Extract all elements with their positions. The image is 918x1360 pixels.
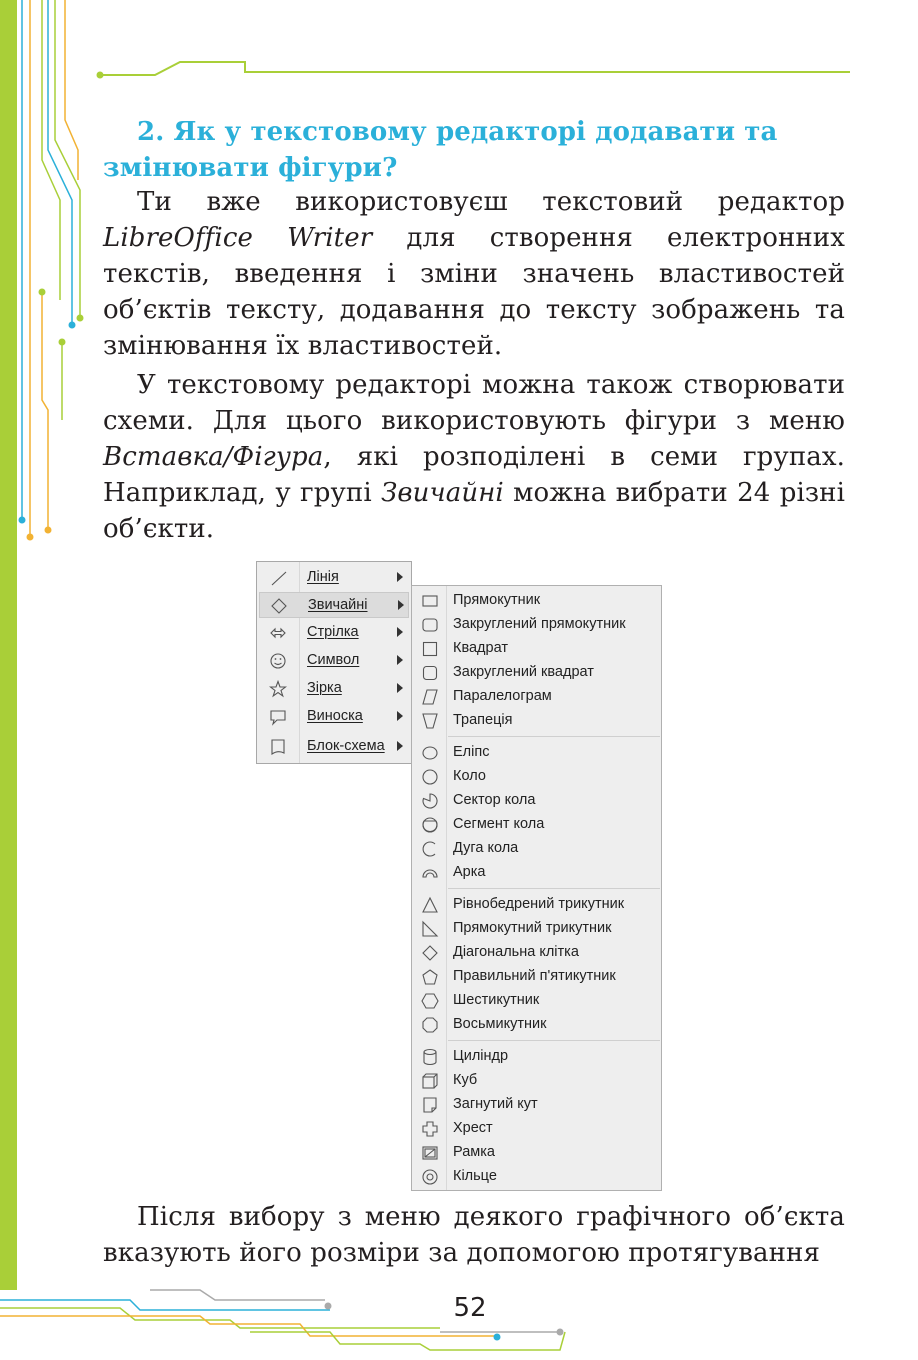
shape-category-2[interactable] <box>259 592 409 618</box>
octagon-icon <box>421 1016 439 1034</box>
shape-item-label: Закруглений прямокутник <box>453 616 626 632</box>
shape-category-6[interactable] <box>259 704 409 730</box>
shape-item-label: Хрест <box>453 1120 493 1136</box>
shape-category-label: Символ <box>307 652 360 668</box>
menu-path: Вставка/Фігура <box>103 442 324 472</box>
shape-item-2[interactable] <box>412 613 661 637</box>
right-triangle-icon <box>421 920 439 938</box>
shape-item-8[interactable] <box>412 765 661 789</box>
rounded-square-icon <box>421 664 439 682</box>
ellipse-icon <box>421 744 439 762</box>
double-arrow-icon <box>269 624 289 642</box>
menu-separator <box>448 888 660 889</box>
submenu-arrow-icon <box>397 572 403 582</box>
frame-icon <box>421 1144 439 1162</box>
shape-item-label: Шестикутник <box>453 992 540 1008</box>
shape-item-16[interactable] <box>412 965 661 989</box>
menu-separator <box>448 736 660 737</box>
line-icon <box>269 569 289 587</box>
shape-item-label: Восьмикутник <box>453 1016 547 1032</box>
shape-item-label: Квадрат <box>453 640 508 656</box>
diamond-icon <box>270 597 290 615</box>
square-icon <box>421 640 439 658</box>
circle-icon <box>421 768 439 786</box>
submenu-arrow-icon <box>397 683 403 693</box>
shape-item-5[interactable] <box>412 685 661 709</box>
group-name: Звичайні <box>381 478 504 508</box>
cube-icon <box>421 1072 439 1090</box>
shape-item-label: Еліпс <box>453 744 490 760</box>
star-icon <box>269 680 289 698</box>
shape-item-label: Прямокутний трикутник <box>453 920 612 936</box>
menu-separator <box>448 1040 660 1041</box>
shape-item-label: Трапеція <box>453 712 513 728</box>
ring-icon <box>421 1168 439 1186</box>
shape-item-21[interactable] <box>412 1093 661 1117</box>
shape-category-label: Лінія <box>307 569 339 585</box>
shape-item-24[interactable] <box>412 1165 661 1189</box>
shape-item-label: Паралелограм <box>453 688 552 704</box>
shape-item-label: Сегмент кола <box>453 816 545 832</box>
shape-item-label: Сектор кола <box>453 792 536 808</box>
block-arc-icon <box>421 864 439 882</box>
shape-item-17[interactable] <box>412 989 661 1013</box>
shape-category-3[interactable] <box>259 620 409 646</box>
shape-item-label: Рамка <box>453 1144 495 1160</box>
rectangle-icon <box>421 592 439 610</box>
shape-item-label: Правильний п'ятикутник <box>453 968 616 984</box>
parallelogram-icon <box>421 688 439 706</box>
submenu-arrow-icon <box>397 627 403 637</box>
shape-item-4[interactable] <box>412 661 661 685</box>
diamond-icon <box>421 944 439 962</box>
shape-category-menu <box>256 561 412 764</box>
isosceles-triangle-icon <box>421 896 439 914</box>
paragraph-intro <box>103 184 845 364</box>
shape-item-label: Дуга кола <box>453 840 519 856</box>
section-heading: 2. Як у текстовому редакторі додавати та змінювати фігури? <box>103 117 778 183</box>
shape-category-7[interactable] <box>259 734 409 760</box>
shape-category-4[interactable] <box>259 648 409 674</box>
cylinder-icon <box>421 1048 439 1066</box>
shape-category-label: Блок-схема <box>307 738 385 754</box>
shape-item-6[interactable] <box>412 709 661 733</box>
shape-item-label: Закруглений квадрат <box>453 664 594 680</box>
shape-item-label: Кільце <box>453 1168 497 1184</box>
submenu-arrow-icon <box>397 655 403 665</box>
paragraph-text: Ти вже використовуєш текстовий редактор <box>137 187 845 217</box>
shape-item-label: Коло <box>453 768 486 784</box>
trapezoid-icon <box>421 712 439 730</box>
smiley-icon <box>269 652 289 670</box>
shape-category-5[interactable] <box>259 676 409 702</box>
shape-item-22[interactable] <box>412 1117 661 1141</box>
shape-item-label: Загнутий кут <box>453 1096 538 1112</box>
arc-icon <box>421 840 439 858</box>
page-number: 52 <box>453 1293 487 1323</box>
shape-category-1[interactable] <box>259 565 409 591</box>
rounded-rectangle-icon <box>421 616 439 634</box>
shape-item-18[interactable] <box>412 1013 661 1037</box>
paragraph-text: , які розподілені в семи групах. Наприклад, у групі <box>103 442 845 508</box>
shape-item-14[interactable] <box>412 917 661 941</box>
shape-item-20[interactable] <box>412 1069 661 1093</box>
shape-item-label: Куб <box>453 1072 478 1088</box>
shape-item-13[interactable] <box>412 893 661 917</box>
submenu-arrow-icon <box>398 600 404 610</box>
shape-item-label: Циліндр <box>453 1048 509 1064</box>
flowchart-icon <box>269 738 289 756</box>
shape-item-23[interactable] <box>412 1141 661 1165</box>
shape-item-15[interactable] <box>412 941 661 965</box>
shape-item-label: Прямокутник <box>453 592 541 608</box>
shape-category-label: Стрілка <box>307 624 359 640</box>
basic-shapes-submenu <box>411 585 662 1191</box>
shape-item-9[interactable] <box>412 789 661 813</box>
shape-item-3[interactable] <box>412 637 661 661</box>
shape-category-label: Виноска <box>307 708 363 724</box>
hexagon-icon <box>421 992 439 1010</box>
shape-category-label: Зірка <box>307 680 342 696</box>
paragraph-text: для створення електронних текстів, введення і зміни значень властивостей об’єктів тексту, додавання до тексту зображень та змінювання їх властивостей. <box>103 223 845 361</box>
circle-sector-icon <box>421 792 439 810</box>
app-name: LibreOffice Writer <box>103 223 373 253</box>
shape-item-1[interactable] <box>412 589 661 613</box>
paragraph-after-selection: Після вибору з меню деякого графічного об’єкта вказують його розміри за допомогою протягування <box>103 1202 845 1268</box>
submenu-arrow-icon <box>397 741 403 751</box>
paragraph-text: можна вибрати 24 різні об’єкти. <box>103 478 845 544</box>
pentagon-icon <box>421 968 439 986</box>
shape-item-10[interactable] <box>412 813 661 837</box>
submenu-arrow-icon <box>397 711 403 721</box>
shape-category-label: Звичайні <box>308 597 368 613</box>
folded-corner-icon <box>421 1096 439 1114</box>
shape-item-12[interactable] <box>412 861 661 885</box>
cross-icon <box>421 1120 439 1138</box>
circle-segment-icon <box>421 816 439 834</box>
paragraph-shapes <box>103 367 845 547</box>
shape-item-label: Арка <box>453 864 486 880</box>
shape-item-7[interactable] <box>412 741 661 765</box>
shape-item-19[interactable] <box>412 1045 661 1069</box>
shape-item-label: Рівнобедрений трикутник <box>453 896 625 912</box>
shape-item-label: Діагональна клітка <box>453 944 579 960</box>
paragraph-text: У текстовому редакторі можна також створювати схеми. Для цього використовують фігури з меню <box>103 370 845 436</box>
callout-icon <box>269 708 289 726</box>
shape-item-11[interactable] <box>412 837 661 861</box>
